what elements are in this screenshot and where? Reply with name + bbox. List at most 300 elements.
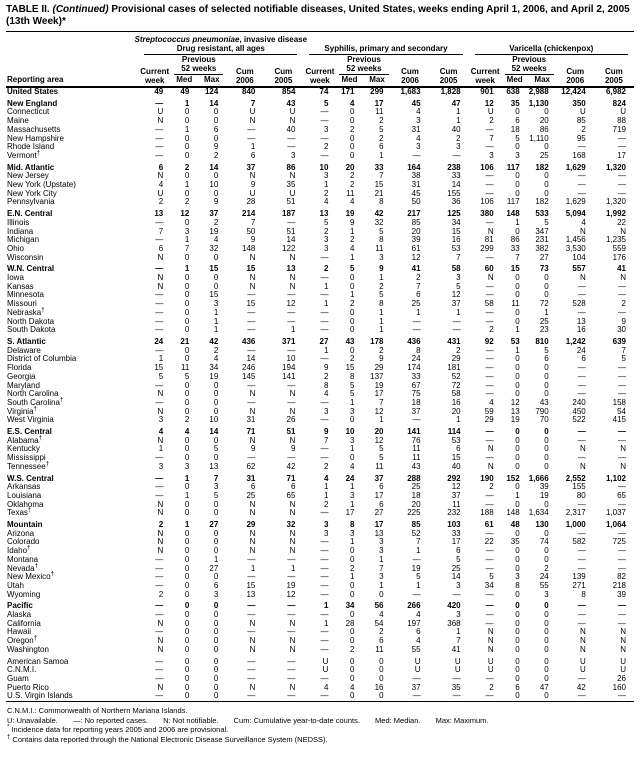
value-cell: 0 — [213, 618, 219, 628]
value-cell: — — [287, 601, 296, 611]
value-cell: 12 — [374, 406, 384, 416]
value-cell: N — [249, 499, 256, 509]
value-cell: N — [487, 226, 494, 236]
value-cell: 0 — [350, 546, 355, 556]
value-cell: N — [249, 171, 256, 181]
value-cell: 0 — [544, 142, 549, 152]
value-cell: 48 — [510, 520, 520, 530]
value-cell: 0 — [213, 674, 219, 683]
value-cell: N — [157, 618, 164, 628]
value-cell: N — [157, 636, 164, 646]
value-cell: — — [618, 371, 626, 381]
value-cell: — — [577, 307, 586, 317]
value-cell: 197 — [407, 618, 421, 628]
value-cell: U — [620, 665, 626, 675]
value-cell: — — [247, 572, 256, 582]
value-cell: 0 — [184, 325, 190, 335]
value-cell: 2 — [379, 345, 384, 355]
value-cell: — — [577, 546, 586, 556]
table-body — [6, 87, 634, 702]
value-cell: — — [247, 124, 256, 134]
value-cell: 9 — [250, 444, 256, 454]
value-cell: 231 — [535, 235, 549, 245]
value-cell: 24 — [539, 572, 549, 582]
value-cell: — — [247, 453, 256, 463]
value-cell: — — [287, 572, 296, 582]
reporting-area-cell: Nebraska† — [7, 307, 45, 317]
value-cell: 1 — [456, 116, 461, 126]
value-cell: 124 — [204, 87, 219, 96]
value-cell: 1,037 — [605, 508, 626, 518]
value-cell: — — [247, 674, 256, 683]
value-cell: 0 — [544, 656, 549, 666]
value-cell: 2 — [324, 142, 329, 152]
value-cell: 0 — [515, 665, 520, 675]
value-cell: 42 — [576, 682, 586, 692]
value-cell: 1 — [290, 563, 296, 573]
value-cell: N — [579, 461, 586, 471]
value-cell: N — [289, 171, 296, 181]
cum-2005-header: Cum 2005 — [439, 67, 458, 85]
value-cell: N — [620, 461, 626, 471]
value-cell: 33 — [374, 162, 384, 172]
value-cell: — — [485, 554, 494, 564]
value-cell: — — [577, 290, 586, 300]
value-cell: 3 — [544, 589, 549, 599]
value-cell: 0 — [515, 563, 520, 573]
value-cell: — — [320, 290, 329, 300]
value-cell: 4 — [324, 389, 329, 399]
value-cell: 74 — [319, 87, 329, 96]
value-cell: 8 — [515, 580, 520, 590]
value-cell: 0 — [213, 508, 219, 518]
value-cell: 0 — [184, 281, 190, 291]
value-cell: 0 — [515, 482, 520, 492]
value-cell: N — [289, 273, 296, 283]
value-cell: 12 — [451, 482, 461, 492]
value-cell: — — [320, 644, 329, 654]
value-cell: 7 — [515, 252, 520, 262]
value-cell: 40 — [286, 124, 296, 134]
value-cell: 37 — [411, 406, 421, 416]
reporting-area-cell: W.N. Central — [7, 264, 55, 274]
value-cell: 24 — [154, 336, 164, 346]
value-cell: — — [247, 325, 256, 335]
table-row — [6, 658, 634, 667]
value-cell: 30 — [617, 325, 626, 335]
value-cell: 15 — [209, 290, 219, 300]
value-cell: — — [320, 546, 329, 556]
reporting-area-cell: Mid. Atlantic — [7, 162, 55, 172]
value-cell: N — [157, 508, 164, 518]
value-cell: 3 — [515, 572, 520, 582]
value-cell: 6 — [379, 482, 384, 492]
value-cell: 41 — [617, 264, 626, 274]
value-cell: 15 — [154, 363, 164, 373]
value-cell: 37 — [374, 473, 384, 483]
value-cell: 0 — [184, 142, 190, 152]
value-cell: 58 — [451, 264, 461, 274]
value-cell: 31 — [411, 124, 421, 134]
value-cell: 0 — [515, 281, 520, 291]
reporting-area-cell: Maine — [7, 116, 29, 126]
value-cell: 0 — [350, 325, 355, 335]
value-cell: 59 — [484, 406, 494, 416]
value-cell: — — [577, 691, 586, 701]
value-cell: N — [289, 389, 296, 399]
value-cell: 11 — [412, 453, 421, 463]
value-cell: — — [577, 499, 586, 509]
value-cell: 7 — [379, 397, 384, 407]
value-cell: 1 — [544, 307, 549, 317]
value-cell: 382 — [535, 243, 549, 253]
value-cell: 86 — [286, 162, 296, 172]
value-cell: — — [320, 133, 329, 143]
value-cell: 7 — [250, 217, 256, 227]
value-cell: 60 — [484, 264, 494, 274]
value-cell: 1 — [350, 397, 355, 407]
value-cell: — — [287, 397, 296, 407]
value-cell: 0 — [515, 444, 520, 454]
value-cell: 33 — [451, 528, 461, 538]
reporting-area-cell: New England — [7, 98, 58, 108]
value-cell: N — [289, 618, 296, 628]
value-cell: — — [618, 171, 626, 181]
value-cell: 20 — [411, 499, 421, 509]
value-cell: — — [155, 572, 164, 582]
value-cell: 1 — [213, 554, 219, 564]
value-cell: U — [579, 656, 586, 666]
value-cell: 380 — [480, 209, 494, 219]
value-cell: 0 — [184, 572, 190, 582]
value-cell: 1,130 — [528, 98, 549, 108]
value-cell: 8 — [324, 380, 329, 390]
reporting-area-cell: Hawaii — [7, 627, 32, 637]
value-cell: 0 — [184, 107, 190, 117]
value-cell: 21 — [180, 336, 190, 346]
value-cell: 0 — [184, 406, 190, 416]
value-cell: — — [452, 589, 461, 599]
value-cell: — — [577, 618, 586, 628]
value-cell: 0 — [544, 453, 549, 463]
value-cell: 3 — [184, 461, 190, 471]
strep-title-line2: Drug resistant, all ages — [176, 44, 265, 53]
value-cell: 6 — [379, 499, 384, 509]
value-cell: — — [247, 656, 256, 666]
reporting-area-cell: W.S. Central — [7, 473, 54, 483]
value-cell: N — [157, 281, 164, 291]
value-cell: 0 — [379, 656, 384, 666]
value-cell: 0 — [184, 691, 190, 701]
value-cell: — — [287, 610, 296, 620]
value-cell: 10 — [286, 354, 296, 364]
value-cell: 638 — [506, 87, 520, 96]
value-cell: — — [485, 435, 494, 445]
table-row — [6, 164, 634, 173]
value-cell: 4 — [324, 682, 329, 692]
value-cell: 0 — [515, 589, 520, 599]
value-cell: 0 — [544, 380, 549, 390]
value-cell: 178 — [370, 336, 384, 346]
value-cell: — — [320, 691, 329, 701]
table-row — [6, 416, 634, 425]
value-cell: — — [618, 142, 626, 152]
value-cell: — — [287, 656, 296, 666]
value-cell: 4 — [350, 98, 355, 108]
value-cell: 103 — [447, 520, 461, 530]
value-cell: U — [414, 665, 421, 675]
title-continued: (Continued) — [52, 4, 109, 15]
value-cell: — — [287, 316, 296, 326]
notifiable-diseases-table — [6, 31, 634, 702]
reporting-area-cell: North Dakota — [7, 316, 55, 326]
value-cell: 4 — [581, 217, 586, 227]
value-cell: 39 — [617, 589, 626, 599]
value-cell: — — [485, 589, 494, 599]
value-cell: — — [287, 290, 296, 300]
value-cell: 0 — [213, 107, 219, 117]
value-cell: — — [320, 453, 329, 463]
value-cell: 26 — [617, 674, 626, 683]
value-cell: 155 — [572, 482, 586, 492]
value-cell: 0 — [213, 537, 219, 547]
value-cell: N — [487, 444, 494, 454]
value-cell: 12 — [286, 299, 296, 309]
footnote-marker: † — [33, 405, 37, 412]
value-cell: — — [155, 674, 164, 683]
value-cell: 35 — [510, 537, 520, 547]
value-cell: U — [579, 665, 586, 675]
value-cell: 0 — [544, 427, 549, 437]
value-cell: N — [157, 116, 164, 126]
value-cell: 9 — [324, 363, 329, 373]
value-cell: 1,320 — [605, 197, 626, 207]
value-cell: N — [620, 444, 626, 454]
value-cell: 1,242 — [565, 336, 586, 346]
value-cell: — — [320, 674, 329, 683]
value-cell: 0 — [213, 636, 219, 646]
value-cell: — — [155, 235, 164, 245]
value-cell: 43 — [411, 461, 421, 471]
value-cell: — — [155, 316, 164, 326]
value-cell: — — [320, 316, 329, 326]
value-cell: N — [289, 546, 296, 556]
value-cell: 0 — [544, 618, 549, 628]
value-cell: 51 — [286, 226, 296, 236]
table-row — [6, 373, 634, 382]
reporting-area-cell: New Jersey — [7, 171, 49, 181]
value-cell: — — [485, 217, 494, 227]
reporting-area-cell: United States — [7, 87, 59, 96]
reporting-area-header: Reporting area — [7, 75, 64, 84]
reporting-area-cell: E.N. Central — [7, 209, 53, 219]
value-cell: 1 — [515, 490, 520, 500]
value-cell: — — [320, 107, 329, 117]
reporting-area-cell: American Samoa — [7, 656, 69, 666]
cum-2006-header: Cum 2006 — [401, 67, 419, 85]
value-cell: 1,683 — [400, 87, 421, 96]
value-cell: 2 — [324, 188, 329, 198]
value-cell: 4 — [324, 473, 329, 483]
value-cell: 8 — [379, 235, 384, 245]
value-cell: — — [412, 415, 421, 425]
value-cell: 114 — [447, 427, 461, 437]
reporting-area-cell: Illinois — [7, 217, 30, 227]
value-cell: 5 — [379, 124, 384, 134]
value-cell: 2 — [324, 499, 329, 509]
value-cell: 1,235 — [605, 235, 626, 245]
value-cell: — — [485, 453, 494, 463]
value-cell: 85 — [576, 116, 586, 126]
value-cell: — — [320, 537, 329, 547]
value-cell: 3 — [324, 243, 329, 253]
value-cell: 45 — [411, 98, 421, 108]
legend-cum: Cum: Cumulative year-to-date counts. — [233, 715, 360, 725]
value-cell: 74 — [539, 537, 549, 547]
footnote-cnmi: C.N.M.I.: Commonwealth of Northern Mariana Islands. — [7, 706, 188, 716]
value-cell: 1 — [324, 299, 329, 309]
value-cell: — — [155, 380, 164, 390]
value-cell: 1,629 — [565, 197, 586, 207]
value-cell: 1,634 — [528, 508, 549, 518]
value-cell: 20 — [374, 427, 384, 437]
value-cell: 2 — [324, 264, 329, 274]
value-cell: 347 — [535, 226, 549, 236]
value-cell: 6 — [250, 482, 256, 492]
value-cell: 1,110 — [529, 133, 549, 143]
table-row — [6, 210, 634, 219]
value-cell: 9 — [350, 217, 355, 227]
value-cell: N — [249, 435, 256, 445]
value-cell: 72 — [539, 299, 549, 309]
value-cell: 1 — [350, 572, 355, 582]
value-cell: 232 — [447, 508, 461, 518]
value-cell: — — [287, 142, 296, 152]
footnote-marker: † — [59, 397, 64, 404]
value-cell: — — [618, 528, 626, 538]
value-cell: — — [485, 180, 494, 190]
value-cell: — — [320, 252, 329, 262]
value-cell: 54 — [617, 406, 626, 416]
value-cell: 4 — [184, 427, 190, 437]
value-cell: 0 — [184, 580, 190, 590]
reporting-area-cell: Minnesota — [7, 290, 44, 300]
value-cell: 21 — [374, 188, 384, 198]
value-cell: 1 — [250, 563, 256, 573]
value-cell: 0 — [184, 397, 190, 407]
value-cell: U — [249, 107, 256, 117]
value-cell: 130 — [535, 520, 549, 530]
value-cell: 0 — [184, 252, 190, 262]
value-cell: 0 — [213, 273, 219, 283]
value-cell: — — [577, 363, 586, 373]
value-cell: — — [247, 601, 256, 611]
value-cell: 639 — [612, 336, 626, 346]
value-cell: 16 — [451, 235, 461, 245]
cum-2006-header: Cum 2006 — [566, 67, 585, 85]
value-cell: N — [249, 682, 256, 692]
value-cell: 2 — [324, 226, 329, 236]
value-cell: — — [287, 307, 296, 317]
value-cell: 0 — [515, 180, 520, 190]
value-cell: 0 — [350, 316, 355, 326]
value-cell: 148 — [506, 209, 520, 219]
reporting-area-cell: Utah — [7, 580, 24, 590]
value-cell: 7 — [250, 98, 256, 108]
value-cell: 3 — [379, 546, 384, 556]
table-row — [6, 338, 634, 347]
value-cell: — — [287, 665, 296, 675]
value-cell: U — [579, 107, 586, 117]
reporting-area-cell: Oregon† — [7, 635, 38, 646]
value-cell: 117 — [506, 162, 520, 172]
value-cell: 1,102 — [605, 473, 626, 483]
value-cell: 7 — [324, 435, 329, 445]
value-cell: 35 — [451, 682, 461, 692]
value-cell: 0 — [350, 610, 355, 620]
value-cell: 0 — [213, 380, 219, 390]
value-cell: 4 — [416, 636, 421, 646]
value-cell: 15 — [451, 453, 461, 463]
reporting-area-cell: New York City — [7, 188, 57, 198]
reporting-area-cell: Delaware — [7, 345, 41, 355]
value-cell: 4 — [350, 197, 355, 207]
value-cell: — — [155, 656, 164, 666]
value-cell: 0 — [350, 307, 355, 317]
value-cell: 0 — [350, 453, 355, 463]
value-cell: — — [485, 252, 494, 262]
value-cell: 0 — [184, 563, 190, 573]
current-week-header: Current week — [470, 67, 500, 85]
value-cell: 2 — [379, 281, 384, 291]
value-cell: 0 — [515, 627, 520, 637]
value-cell: 39 — [539, 482, 549, 492]
med-header: Med — [176, 75, 193, 84]
value-cell: 7 — [184, 243, 190, 253]
value-cell: 171 — [341, 87, 355, 96]
value-cell: — — [247, 290, 256, 300]
value-cell: — — [485, 316, 494, 326]
value-cell: 13 — [154, 209, 164, 219]
value-cell: 0 — [515, 142, 520, 152]
value-cell: 65 — [617, 490, 626, 500]
value-cell: 155 — [447, 188, 461, 198]
value-cell: 5 — [456, 554, 461, 564]
value-cell: 15 — [451, 226, 461, 236]
reporting-area-cell: Vermont† — [7, 150, 41, 160]
value-cell: 5 — [515, 133, 520, 143]
value-cell: N — [289, 116, 296, 126]
value-cell: 3 — [416, 116, 421, 126]
value-cell: 4 — [379, 610, 384, 620]
value-cell: 14 — [286, 235, 296, 245]
value-cell: 14 — [246, 354, 256, 364]
value-cell: 0 — [544, 188, 549, 198]
value-cell: 42 — [286, 461, 296, 471]
value-cell: 35 — [510, 98, 520, 108]
value-cell: 1 — [350, 226, 355, 236]
value-cell: 15 — [246, 264, 256, 274]
value-cell: U — [454, 665, 461, 675]
value-cell: 9 — [379, 354, 384, 364]
value-cell: 52 — [411, 528, 421, 538]
value-cell: N — [249, 618, 256, 628]
value-cell: 582 — [572, 537, 586, 547]
table-row — [6, 521, 634, 530]
value-cell: — — [155, 325, 164, 335]
value-cell: 0 — [213, 627, 219, 637]
value-cell: 0 — [544, 290, 549, 300]
